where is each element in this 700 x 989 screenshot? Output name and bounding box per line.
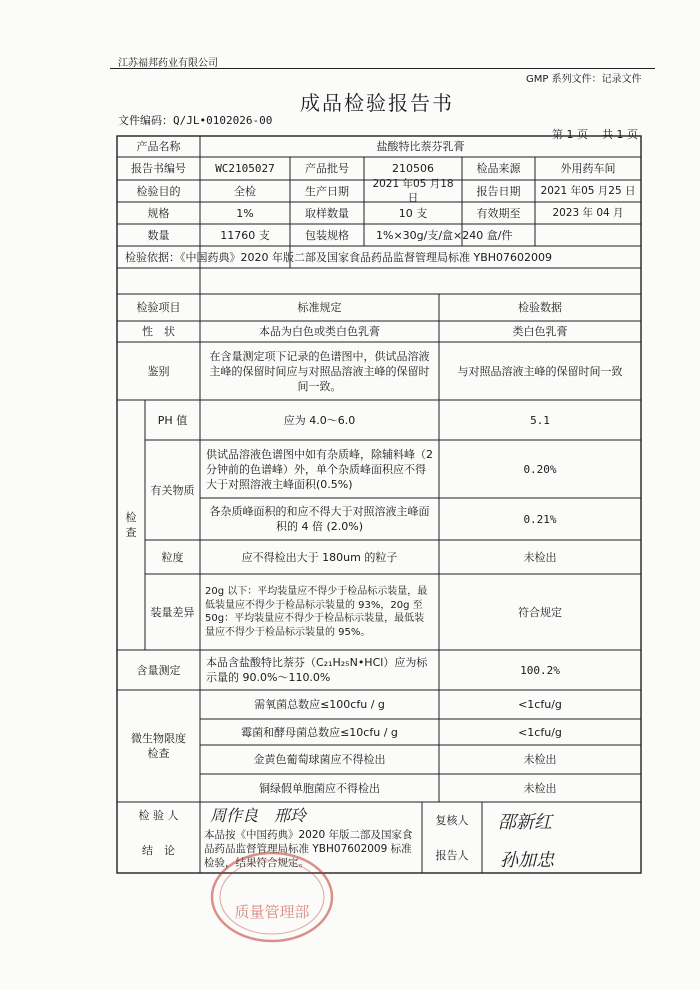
reporter-signature: 孙加忠 [500,850,554,871]
page-total: 共 1 页 [602,128,638,141]
particle-size-standard: 应不得检出大于 180um 的粒子 [241,550,398,564]
report-no: WC2105027 [215,162,275,175]
particle-size-result: 未检出 [523,550,557,564]
source-label: 检品来源 [476,162,521,175]
file-code-label: 文件编码： [118,114,173,127]
particle-size-label: 粒度 [161,550,184,564]
report-no-label: 报告书编号 [131,162,186,175]
col-item: 检验项目 [136,301,181,314]
col-result: 检验数据 [518,301,562,314]
identification-result: 与对照品溶液主峰的保留时间一致 [457,364,623,378]
pack-spec: 1%×30g/支/盒×240 盒/件 [376,228,513,242]
assay-label: 含量测定 [136,663,181,677]
related-standard-single: 供试品溶液色谱图中如有杂质峰，除辅料峰（2 分钟前的色谱峰）外，单个杂质峰面积应不得大于对照溶液主峰面积(0.5%) [206,447,433,491]
ph-result: 5.1 [530,413,550,427]
microbial-label: 微生物限度检查 [131,732,186,760]
gmp-label: GMP 系列文件：记录文件 [526,74,642,85]
inspection-basis: 检验依据：《中国药典》2020 年版二部及国家食品药品监督管理局标准 YBH07602009 [125,250,553,264]
stamp-text: 质量管理部 [234,903,310,921]
reviewer-signature: 邵新红 [498,812,552,833]
report-date-label: 报告日期 [476,184,521,198]
reviewer-label: 复核人 [435,813,469,827]
assay-result: 100.2% [520,663,560,677]
spec-label: 规格 [147,206,170,220]
inspector-label: 检 验 人 [138,808,179,822]
ph-label: PH 值 [157,413,188,427]
company-name: 江苏福邦药业有限公司 [118,58,218,69]
qty: 11760 支 [220,228,270,242]
fill-variation-standard: 20g 以下：平均装量应不得少于检品标示装量，最低装量应不得少于检品标示装量的 93%，20g 至 50g：平均装量应不得少于检品标示装量，最低装量应不得少于检品标示装量的 95%。 [205,586,428,638]
page-title: 成品检验报告书 [300,91,454,115]
fill-variation-result: 符合规定 [518,605,562,619]
appearance-result: 类白色乳膏 [512,325,568,338]
related-standard-total: 各杂质峰面积的和应不得大于对照溶液主峰面积的 4 倍 (2.0%) [209,505,430,533]
check-label: 检查 [125,511,137,539]
mfg-date: 2021 年05 月18 日 [372,178,454,204]
inspector-signature: 周作良 邢玲 [210,806,307,825]
mfg-date-label: 生产日期 [305,184,349,198]
reporter-label: 报告人 [435,849,469,862]
conclusion-label: 结 论 [142,844,175,857]
expiry: 2023 年 04 月 [552,207,624,219]
micro-standard-1: 需氧菌总数应≤100cfu / g [254,698,385,711]
batch-no: 210506 [392,162,434,175]
file-code-value: Q/JL•0102026-00 [173,114,273,127]
purpose-label: 检验目的 [136,184,181,198]
fill-variation-label: 装量差异 [150,605,195,619]
identification-label: 鉴别 [147,364,170,378]
quality-dept-stamp [207,847,337,947]
micro-result-4: 未检出 [523,781,557,795]
micro-result-1: <1cfu/g [518,698,562,711]
related-result-total: 0.21% [523,512,557,526]
page-current: 第 1 页 [552,128,588,141]
identification-standard: 在含量测定项下记录的色谱图中，供试品溶液主峰的保留时间应与对照品溶液主峰的保留时间一致。 [209,349,430,393]
appearance-label: 性 状 [142,325,175,338]
pack-label: 包装规格 [305,228,349,242]
micro-standard-2: 霉菌和酵母菌总数应≤10cfu / g [241,725,398,739]
related-result-single: 0.20% [523,462,557,476]
qty-label: 数量 [147,228,170,242]
micro-standard-3: 金黄色葡萄球菌应不得检出 [253,753,386,766]
micro-standard-4: 铜绿假单胞菌应不得检出 [259,781,380,795]
product-name-label: 产品名称 [136,140,181,153]
assay-standard: 本品含盐酸特比萘芬（C₂₁H₂₅N•HCl）应为标示量的 90.0%～110.0% [206,656,428,684]
appearance-standard: 本品为白色或类白色乳膏 [259,325,380,338]
sample-qty: 10 支 [398,206,428,220]
conclusion-text: 本品按《中国药典》2020 年版二部及国家食品药品监督管理局标准 YBH07602009 标准检验，结果符合规定。 [204,829,413,869]
micro-result-2: <1cfu/g [518,725,562,739]
ph-standard: 应为 4.0～6.0 [283,413,356,427]
sample-qty-label: 取样数量 [305,206,349,220]
micro-result-3: 未检出 [523,753,557,766]
related-substances-label: 有关物质 [150,483,195,497]
report-date: 2021 年05 月25 日 [540,185,636,197]
col-standard: 标准规定 [297,301,342,314]
batch-label: 产品批号 [305,162,349,175]
product-name: 盐酸特比萘芬乳膏 [376,140,465,153]
expiry-label: 有效期至 [476,206,521,220]
source: 外用药车间 [560,162,616,175]
purpose: 全检 [234,184,256,198]
spec: 1% [236,206,254,220]
